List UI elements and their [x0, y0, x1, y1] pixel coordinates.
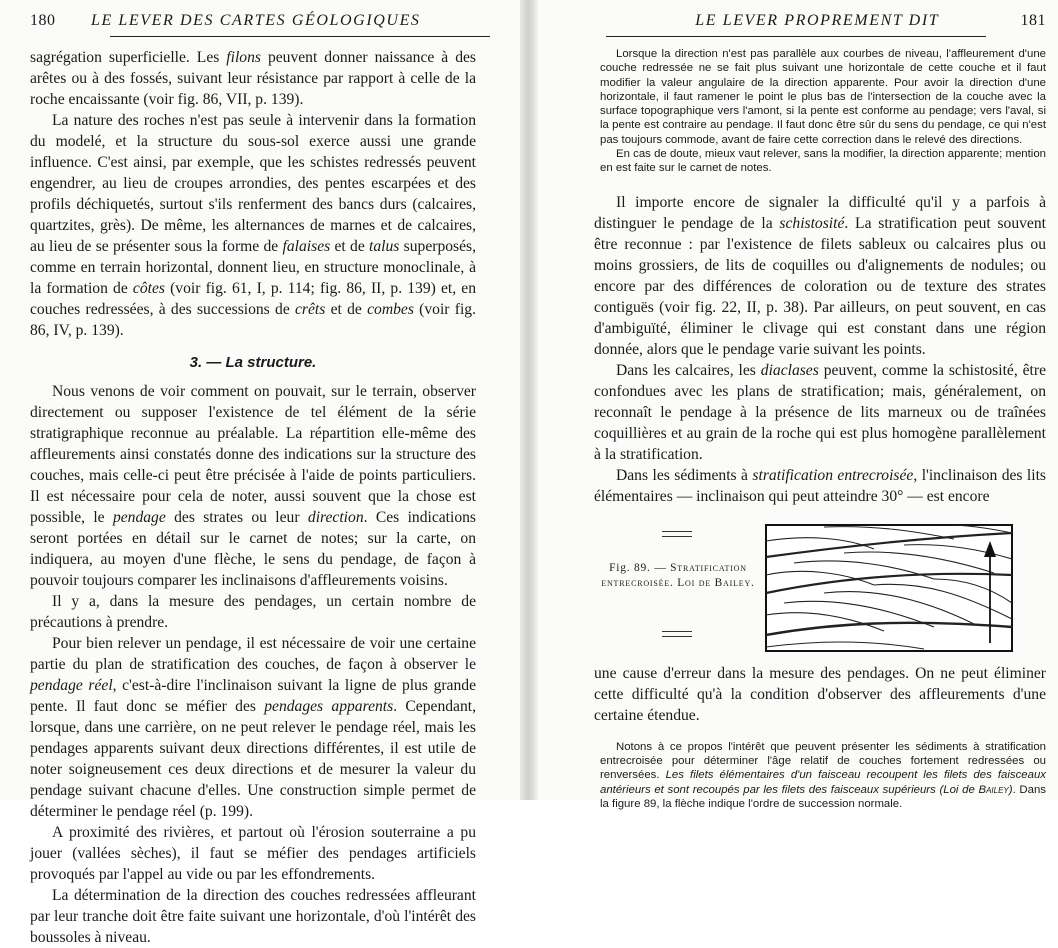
right-page [538, 0, 1058, 810]
paragraph: Il y a, dans la mesure des pendages, un certain nombre de précautions à prendre. [30, 593, 476, 631]
caption-ornament-top [662, 531, 692, 537]
section-title: 3. — La structure. [189, 354, 317, 371]
header-rule-left [110, 36, 490, 37]
diagram-frame [766, 525, 1012, 651]
figure-89 [594, 523, 1046, 653]
note-paragraph: En cas de doute, mieux vaut relever, sans la modifier, la direction apparente; mention en est faite sur le carnet de notes. [600, 148, 1046, 175]
paragraph: Pour bien relever un pendage, il est nécessaire de voir une certaine partie du plan de stratification des couches, de façon à observer le pendage réel, c'est-à-dire l'inclinaison suivant la ligne de plus grande pente. Il faut donc se méfier des pendages apparents. Cependant, lorsque, dans une carrière, on ne peut relever le pendage réel, mais les pendages apparents suivant deux directions différentes, il est utile de noter soigneusement ces deux directions et de mesurer la valeur du pendage suivant chacune d'elles. Une construction simple permet de déterminer le pendage réel (p. 199). [30, 635, 476, 820]
paragraph: sagrégation superficielle. Les filons peuvent donner naissance à des arêtes ou à des fossés, suivant leur résistance par rapport à celle de la roche encaissante (voir fig. 86, VII, p. 139). [30, 49, 476, 108]
left-page-body [30, 47, 476, 948]
note-paragraph: Lorsque la direction n'est pas parallèle aux courbes de niveau, l'affleurement d'une couche redressée ne se fait plus suivant une horizontale de cette couche et il faut modifier la valeur angulaire de la direction apparente. Pour avoir la direction d'une horizontale, il faut ramener le point le plus bas de l'intersection de la couche avec la surface topographique vers l'amont, si la pente est conforme au pendage; vers l'aval, si la pente est contraire au pendage. Il faut donc être sûr du sens du pendage, ce qui n'est pas toujours commode, avant de faire cette correction dans le relevé des directions. [600, 48, 1046, 146]
cross-bedding-diagram [764, 523, 1014, 653]
footnote-block-bottom [600, 740, 1046, 811]
running-head-right: LE LEVER PROPREMENT DIT [695, 12, 940, 29]
running-head-left: LE LEVER DES CARTES GÉOLOGIQUES [90, 12, 421, 29]
header-rule-right [606, 36, 986, 37]
book-gutter [520, 0, 538, 800]
note-paragraph: Notons à ce propos l'intérêt que peuvent présenter les sédiments à stratification entrecroisée pour déterminer l'âge relatif de couches fortement redressées ou renversées. Les filets élémentaires d'un faisceau recoupent les filets des faisceaux antérieurs et sont recoupés par les filets des faisceaux supérieurs (Loi de Bailey). Dans la figure 89, la flèche indique l'ordre de succession normale. [600, 740, 1046, 810]
footnote-block-top [600, 47, 1046, 176]
paragraph: Il importe encore de signaler la difficulté qu'il y a parfois à distinguer le pendage de la schistosité. La stratification peut souvent être reconnue : par l'existence de filets sableux ou calcaires plus ou moins grossiers, de lits de coquilles ou d'alignements de nodules; ou encore par des différences de coloration ou de texture des strates contiguës (voir fig. 22, II, p. 38). Par ailleurs, on peut souvent, en cas d'ambiguïté, éliminer le clivage qui est constant dans une région donnée, alors que le pendage varie suivant les points. [594, 193, 1046, 358]
figure-caption: Fig. 89. — Stratification entrecroisée. Loi de Bailey. [601, 561, 755, 589]
page-number-left: 180 [30, 12, 56, 29]
left-page-header [30, 12, 476, 30]
left-page [0, 0, 520, 946]
paragraph: A proximité des rivières, et partout où l'érosion souterraine a pu jouer (vallées sèches), il faut se méfier des pendages artificiels provoqués par l'appel au vide ou par les effondrements. [30, 824, 476, 883]
paragraph: Nous venons de voir comment on pouvait, sur le terrain, observer directement ou supposer l'existence de tel élément de la série stratigraphique reconnue au préalable. La répartition elle-même des affleurements ainsi constatés donne des indications sur la structure des couches, mais celle-ci peut être précisée à l'aide de points particuliers. Il est nécessaire pour cela de noter, aussi souvent que la chose est possible, le pendage des strates ou leur direction. Ces indications seront portées en détail sur le carnet de notes; sur la carte, on indiquera, au moyen d'une flèche, le sens du pendage, de façon à pouvoir toujours comparer les inclinaisons d'affleurements voisins. [30, 383, 477, 589]
right-page-body-continued [594, 663, 1046, 726]
caption-ornament-bottom [662, 631, 692, 637]
paragraph: La nature des roches n'est pas seule à intervenir dans la formation du modelé, et la structure du sous-sol exerce aussi une grande influence. C'est ainsi, par exemple, que les schistes redressés peuvent engendrer, au lieu de croupes arrondies, des pentes escarpées et des profils déchiquetés, surtout s'ils renferment des bancs durs (calcaires, quartzites, grès). De même, les alternances de marnes et de calcaires, au lieu de se présenter sous la forme de falaises et de talus superposés, comme en terrain horizontal, donnent lieu, en structure monoclinale, à la formation de côtes (voir fig. 61, I, p. 114; fig. 86, II, p. 139) et, en couches redressées, à des successions de crêts et de combes (voir fig. 86, IV, p. 139). [30, 112, 476, 339]
figure-caption-column [594, 523, 764, 653]
paragraph: une cause d'erreur dans la mesure des pendages. On ne peut éliminer cette difficulté qu'à la condition d'observer des affleurements d'une certaine étendue. [594, 664, 1046, 724]
paragraph: Dans les calcaires, les diaclases peuvent, comme la schistosité, être confondues avec les plans de stratification; mais, généralement, on reconnaît le pendage à la présence de lits marneux ou de traînées coquillières et au grain de la roche qui est plus homogène parallèlement à la stratification. [594, 361, 1046, 463]
page-number-right: 181 [1020, 12, 1046, 29]
paragraph: La détermination de la direction des couches redressées affleurant par leur tranche doit être faite suivant une horizontale, d'où l'intérêt des boussoles à niveau. [30, 887, 476, 946]
right-page-body [594, 192, 1046, 507]
paragraph: Dans les sédiments à stratification entrecroisée, l'inclinaison des lits élémentaires — inclinaison qui peut atteindre 30° — est encore [594, 466, 1046, 505]
right-page-header [594, 12, 1046, 30]
